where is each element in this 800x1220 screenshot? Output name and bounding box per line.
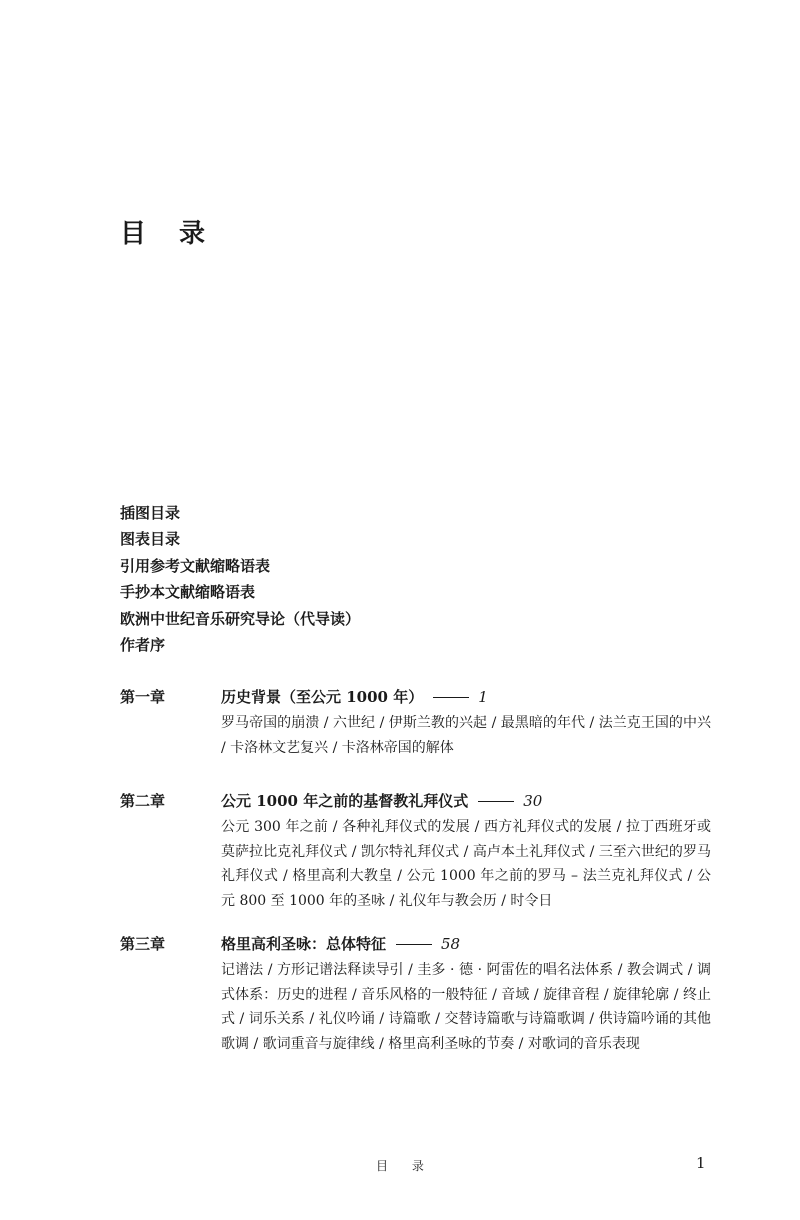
chapter-topics: 记谱法 / 方形记谱法释读导引 / 圭多 · 德 · 阿雷佐的唱名法体系 / 教会调式 / 调式体系：历史的进程 / 音乐风格的一般特征 / 音域 / 旋律音程 / 旋律轮廓 / 终止式 / 词乐关系 / 礼仪吟诵 / 诗篇歌 / 交替诗篇歌与诗篇歌调 / 供诗篇吟诵的其他歌调 / 歌词重音与旋律线 / 格里高利圣咏的节奏 / 对歌词的音乐表现 xyxy=(221,962,711,1052)
chapter-title-link[interactable]: 历史背景（至公元 1000 年） xyxy=(221,688,424,706)
front-matter-item-introduction[interactable]: 欧洲中世纪音乐研究导论（代导读） xyxy=(120,609,361,628)
front-matter-item-manuscript-abbreviations[interactable]: 手抄本文献缩略语表 xyxy=(120,583,256,602)
dotted-leader xyxy=(478,801,514,802)
front-matter-item-reference-abbreviations[interactable]: 引用参考文献缩略语表 xyxy=(120,556,271,575)
chapter-title-link[interactable]: 格里高利圣咏：总体特征 xyxy=(221,935,387,953)
front-matter-list xyxy=(120,500,360,658)
chapter-body xyxy=(221,685,711,760)
chapter-title-link[interactable]: 公元 1000 年之前的基督教礼拜仪式 xyxy=(221,792,469,810)
chapter-number: 第三章 xyxy=(120,935,166,953)
dotted-leader xyxy=(433,697,469,698)
chapter-page-number: 58 xyxy=(441,935,461,953)
chapter-page-number: 1 xyxy=(478,688,488,706)
chapter-topics: 公元 300 年之前 / 各种礼拜仪式的发展 / 西方礼拜仪式的发展 / 拉丁西班牙或莫萨拉比克礼拜仪式 / 凯尔特礼拜仪式 / 高卢本土礼拜仪式 / 三至六世纪的罗马礼拜仪式 / 格里高利大教皇 / 公元 1000 年之前的罗马 – 法兰克礼拜仪式 / 公元 800 至 1000 年的圣咏 / 礼仪年与教会历 / 时令日 xyxy=(221,819,711,909)
page-title: 目 录 xyxy=(120,219,218,249)
dotted-leader xyxy=(396,944,432,945)
chapter-body xyxy=(221,932,711,1056)
footer-page-number: 1 xyxy=(696,1154,706,1172)
chapter-page-number: 30 xyxy=(523,792,543,810)
chapter-title-line xyxy=(221,932,711,956)
chapter-number: 第一章 xyxy=(120,688,166,706)
front-matter-item-tables[interactable]: 图表目录 xyxy=(120,530,181,549)
chapter-title-line xyxy=(221,789,711,813)
chapter-title-line xyxy=(221,685,711,709)
chapter-number: 第二章 xyxy=(120,792,166,810)
chapter-topics: 罗马帝国的崩溃 / 六世纪 / 伊斯兰教的兴起 / 最黑暗的年代 / 法兰克王国的中兴 / 卡洛林文艺复兴 / 卡洛林帝国的解体 xyxy=(221,715,711,756)
running-footer-title: 目 录 xyxy=(376,1159,434,1173)
front-matter-item-illustrations[interactable]: 插图目录 xyxy=(120,504,181,522)
chapter-body xyxy=(221,789,711,913)
front-matter-item-author-preface[interactable]: 作者序 xyxy=(120,635,166,654)
